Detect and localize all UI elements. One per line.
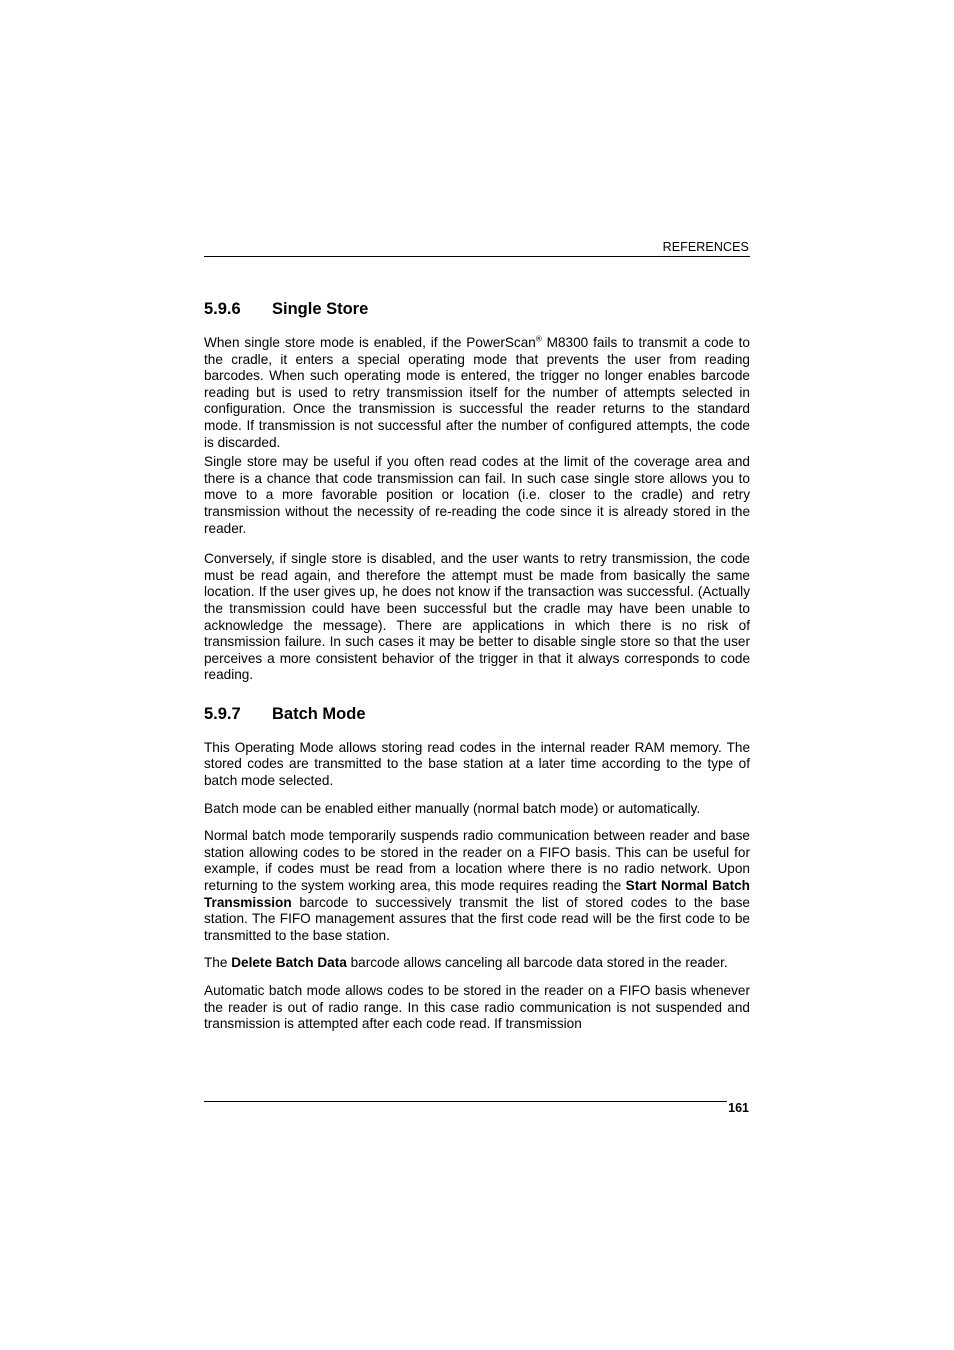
header-rule [204,256,750,257]
registered-mark: ® [535,334,542,344]
paragraph: The Delete Batch Data barcode allows canceling all barcode data stored in the reader. [204,955,728,971]
section-number: 5.9.7 [204,704,241,723]
section-heading-single-store [204,300,750,319]
paragraph: Normal batch mode temporarily suspends radio communication between reader and base station allowing codes to be stored in the reader on a FIFO basis. This can be useful for example, if codes must be read from a location where there is no radio network. Upon returning to the system working area, this mode requires reading the Start Normal Batch Transmission barcode to successively transmit the list of stored codes to the base station. The FIFO management assures that the first code read will be the first code to be transmitted to the base station. [204,828,750,943]
section-title: Batch Mode [272,704,366,723]
paragraph: Automatic batch mode allows codes to be stored in the reader on a FIFO basis whenever the reader is out of radio range. In this case radio communication is not suspended and transmission is attempted after each code read. If transmission [204,983,750,1032]
paragraph: When single store mode is enabled, if the PowerScan® M8300 fails to transmit a code to the cradle, it enters a special operating mode that prevents the user from reading barcodes. When such operating mode is entered, the trigger no longer enables barcode reading but is used to retry transmission itself for the number of attempts selected in configuration. Once the transmission is successful the reader returns to the standard mode. If transmission is not successful after the number of configured attempts, the code is discarded. [204,334,750,450]
section-heading-batch-mode [204,705,750,724]
footer-rule [204,1101,727,1102]
paragraph: Single store may be useful if you often read codes at the limit of the coverage area and there is a chance that code transmission can fail. In such case single store allows you to move to a more favorable position or location (i.e. closer to the cradle) and retry transmission without the necessity of re-reading the code since it is already stored in the reader. [204,454,750,536]
section-title: Single Store [272,300,369,318]
running-header: REFERENCES [662,240,749,254]
page-body [204,300,750,1033]
paragraph: This Operating Mode allows storing read codes in the internal reader RAM memory. The stored codes are transmitted to the base station at a later time according to the type of batch mode selected. [204,739,750,789]
section-number: 5.9.6 [204,300,241,318]
paragraph: Conversely, if single store is disabled, and the user wants to retry transmission, the code must be read again, and therefore the attempt must be made from basically the same location. If the user gives up, he does not know if the transaction was successful. (Actually the transmission could have been successful but the cradle may have been unable to acknowledge the message). There are applications in which there is no risk of transmission failure. In such cases it may be better to disable single store so that the user perceives a more consistent behavior of the trigger in that it always corresponds to code reading. [204,551,750,683]
barcode-name-start-normal-batch: Start Normal Batch Transmission [204,878,750,910]
paragraph: Batch mode can be enabled either manually (normal batch mode) or automatically. [204,800,701,816]
barcode-name-delete-batch: Delete Batch Data [231,955,347,971]
page-number: 161 [728,1101,749,1115]
